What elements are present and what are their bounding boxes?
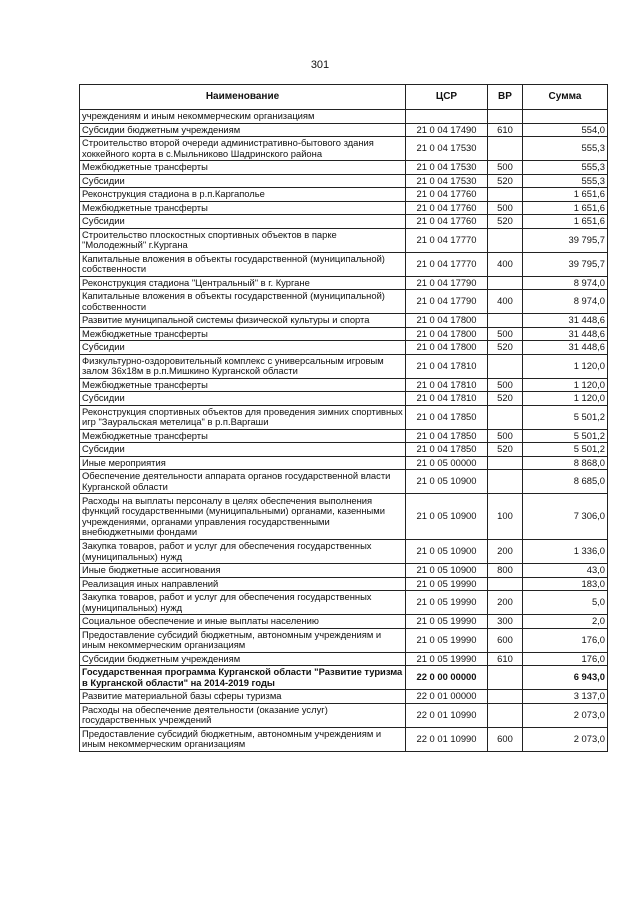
row-vr: 800: [488, 564, 523, 578]
row-csr: 21 0 05 19990: [406, 615, 488, 629]
row-name: Предоставление субсидий бюджетным, автономным учреждениям и иным некоммерческим организациям: [80, 727, 406, 751]
row-csr: 22 0 01 10990: [406, 703, 488, 727]
row-sum: 1 120,0: [523, 392, 608, 406]
row-name: Закупка товаров, работ и услуг для обеспечения государственных (муниципальных) нужд: [80, 540, 406, 564]
row-vr: [488, 577, 523, 591]
row-vr: [488, 110, 523, 124]
row-sum: 2,0: [523, 615, 608, 629]
row-csr: 21 0 04 17800: [406, 327, 488, 341]
row-sum: 176,0: [523, 628, 608, 652]
row-name: Расходы на выплаты персоналу в целях обеспечения выполнения функций государственными (муниципальными) органами, казенными учреждениями, органами управления государственными внебюджетными фондами: [80, 494, 406, 540]
table-row: [80, 470, 608, 494]
row-sum: 176,0: [523, 652, 608, 666]
table-row: [80, 666, 608, 690]
table-row: [80, 228, 608, 252]
row-vr: [488, 470, 523, 494]
row-vr: 610: [488, 123, 523, 137]
table-row: [80, 123, 608, 137]
table-row: [80, 615, 608, 629]
row-name: Обеспечение деятельности аппарата органов государственной власти Курганской области: [80, 470, 406, 494]
table-row: [80, 378, 608, 392]
row-csr: 21 0 04 17760: [406, 188, 488, 202]
row-vr: 520: [488, 215, 523, 229]
row-vr: 500: [488, 327, 523, 341]
row-vr: 500: [488, 378, 523, 392]
row-sum: 183,0: [523, 577, 608, 591]
row-vr: 610: [488, 652, 523, 666]
row-sum: 555,3: [523, 137, 608, 161]
row-name: Физкультурно-оздоровительный комплекс с универсальным игровым залом 36х18м в р.п.Мишкино Курганской области: [80, 354, 406, 378]
row-csr: [406, 110, 488, 124]
row-vr: 400: [488, 290, 523, 314]
row-sum: 43,0: [523, 564, 608, 578]
row-sum: 5 501,2: [523, 405, 608, 429]
row-csr: 21 0 04 17790: [406, 290, 488, 314]
table-row: [80, 727, 608, 751]
header-sum: Сумма: [523, 85, 608, 110]
row-vr: 520: [488, 392, 523, 406]
row-vr: [488, 456, 523, 470]
row-vr: 520: [488, 341, 523, 355]
row-name: Развитие муниципальной системы физической культуры и спорта: [80, 314, 406, 328]
row-csr: 21 0 05 10900: [406, 494, 488, 540]
row-csr: 21 0 04 17850: [406, 443, 488, 457]
row-sum: 555,3: [523, 174, 608, 188]
row-vr: 200: [488, 591, 523, 615]
row-name: Предоставление субсидий бюджетным, автономным учреждениям и иным некоммерческим организациям: [80, 628, 406, 652]
table-row: [80, 577, 608, 591]
row-csr: 21 0 04 17850: [406, 429, 488, 443]
row-csr: 21 0 05 00000: [406, 456, 488, 470]
table-row: [80, 110, 608, 124]
row-sum: 7 306,0: [523, 494, 608, 540]
budget-table: [79, 84, 608, 752]
row-sum: 554,0: [523, 123, 608, 137]
row-sum: 8 868,0: [523, 456, 608, 470]
table-row: [80, 443, 608, 457]
row-sum: 3 137,0: [523, 690, 608, 704]
row-sum: 39 795,7: [523, 228, 608, 252]
table-header-row: [80, 85, 608, 110]
row-csr: 21 0 04 17790: [406, 276, 488, 290]
row-csr: 21 0 04 17530: [406, 137, 488, 161]
row-sum: 1 336,0: [523, 540, 608, 564]
row-vr: [488, 228, 523, 252]
row-csr: 22 0 01 10990: [406, 727, 488, 751]
row-sum: 2 073,0: [523, 727, 608, 751]
row-name: Межбюджетные трансферты: [80, 429, 406, 443]
row-name: Межбюджетные трансферты: [80, 327, 406, 341]
table-row: [80, 591, 608, 615]
table-row: [80, 405, 608, 429]
row-csr: 22 0 00 00000: [406, 666, 488, 690]
row-vr: 600: [488, 628, 523, 652]
row-csr: 21 0 04 17760: [406, 201, 488, 215]
row-vr: 500: [488, 161, 523, 175]
row-vr: [488, 276, 523, 290]
row-name: Межбюджетные трансферты: [80, 201, 406, 215]
table-row: [80, 215, 608, 229]
row-name: Реконструкция стадиона "Центральный" в г. Кургане: [80, 276, 406, 290]
row-name: Иные мероприятия: [80, 456, 406, 470]
row-vr: [488, 137, 523, 161]
row-name: Закупка товаров, работ и услуг для обеспечения государственных (муниципальных) нужд: [80, 591, 406, 615]
row-sum: 1 120,0: [523, 378, 608, 392]
row-csr: 21 0 04 17770: [406, 252, 488, 276]
table-row: [80, 290, 608, 314]
header-vr: ВР: [488, 85, 523, 110]
table-row: [80, 174, 608, 188]
row-name: Социальное обеспечение и иные выплаты населению: [80, 615, 406, 629]
row-csr: 21 0 04 17490: [406, 123, 488, 137]
row-vr: 520: [488, 443, 523, 457]
row-sum: 1 651,6: [523, 188, 608, 202]
row-name: Межбюджетные трансферты: [80, 161, 406, 175]
row-csr: 21 0 04 17850: [406, 405, 488, 429]
row-vr: [488, 666, 523, 690]
row-name: Расходы на обеспечение деятельности (оказание услуг) государственных учреждений: [80, 703, 406, 727]
row-name: Субсидии: [80, 443, 406, 457]
row-sum: [523, 110, 608, 124]
table-row: [80, 703, 608, 727]
row-vr: 520: [488, 174, 523, 188]
row-sum: 31 448,6: [523, 341, 608, 355]
row-name: Капитальные вложения в объекты государственной (муниципальной) собственности: [80, 290, 406, 314]
row-csr: 21 0 04 17810: [406, 378, 488, 392]
row-name: Строительство плоскостных спортивных объектов в парке "Молодежный" г.Кургана: [80, 228, 406, 252]
row-sum: 1 651,6: [523, 201, 608, 215]
table-row: [80, 354, 608, 378]
row-sum: 8 974,0: [523, 276, 608, 290]
header-name: Наименование: [80, 85, 406, 110]
row-csr: 21 0 04 17800: [406, 314, 488, 328]
row-name: Иные бюджетные ассигнования: [80, 564, 406, 578]
row-name: Реконструкция стадиона в р.п.Каргаполье: [80, 188, 406, 202]
row-csr: 21 0 05 19990: [406, 628, 488, 652]
table-row: [80, 314, 608, 328]
row-name: Субсидии: [80, 174, 406, 188]
row-name: Развитие материальной базы сферы туризма: [80, 690, 406, 704]
table-row: [80, 628, 608, 652]
row-sum: 1 651,6: [523, 215, 608, 229]
row-csr: 21 0 04 17810: [406, 392, 488, 406]
row-vr: 600: [488, 727, 523, 751]
row-name: Межбюджетные трансферты: [80, 378, 406, 392]
table-row: [80, 276, 608, 290]
row-csr: 22 0 01 00000: [406, 690, 488, 704]
row-csr: 21 0 05 10900: [406, 540, 488, 564]
row-sum: 6 943,0: [523, 666, 608, 690]
table-row: [80, 137, 608, 161]
row-vr: [488, 405, 523, 429]
row-sum: 8 685,0: [523, 470, 608, 494]
row-csr: 21 0 04 17530: [406, 161, 488, 175]
row-vr: 300: [488, 615, 523, 629]
row-csr: 21 0 04 17800: [406, 341, 488, 355]
row-csr: 21 0 05 10900: [406, 564, 488, 578]
header-csr: ЦСР: [406, 85, 488, 110]
row-name: Строительство второй очереди административно-бытового здания хоккейного корта в с.Мыльниково Шадринского района: [80, 137, 406, 161]
row-sum: 31 448,6: [523, 314, 608, 328]
row-sum: 5,0: [523, 591, 608, 615]
row-vr: 500: [488, 429, 523, 443]
table-row: [80, 456, 608, 470]
row-csr: 21 0 05 19990: [406, 577, 488, 591]
row-sum: 555,3: [523, 161, 608, 175]
row-sum: 31 448,6: [523, 327, 608, 341]
table-row: [80, 494, 608, 540]
row-name: Субсидии: [80, 341, 406, 355]
row-vr: [488, 314, 523, 328]
row-name: Субсидии бюджетным учреждениям: [80, 123, 406, 137]
row-csr: 21 0 04 17810: [406, 354, 488, 378]
table-row: [80, 564, 608, 578]
row-vr: 400: [488, 252, 523, 276]
row-vr: 200: [488, 540, 523, 564]
table-row: [80, 252, 608, 276]
row-sum: 5 501,2: [523, 429, 608, 443]
row-vr: 500: [488, 201, 523, 215]
table-row: [80, 392, 608, 406]
table-row: [80, 690, 608, 704]
row-vr: 100: [488, 494, 523, 540]
row-name: Субсидии бюджетным учреждениям: [80, 652, 406, 666]
row-vr: [488, 703, 523, 727]
table-row: [80, 652, 608, 666]
table-row: [80, 161, 608, 175]
table-row: [80, 429, 608, 443]
table-row: [80, 341, 608, 355]
row-csr: 21 0 05 19990: [406, 591, 488, 615]
row-name: Субсидии: [80, 215, 406, 229]
row-sum: 2 073,0: [523, 703, 608, 727]
row-name: Реализация иных направлений: [80, 577, 406, 591]
row-csr: 21 0 05 10900: [406, 470, 488, 494]
row-sum: 5 501,2: [523, 443, 608, 457]
row-name: Реконструкция спортивных объектов для проведения зимних спортивных игр "Зауральская метелица" в р.п.Варгаши: [80, 405, 406, 429]
table-row: [80, 201, 608, 215]
row-name: учреждениям и иным некоммерческим организациям: [80, 110, 406, 124]
row-name: Субсидии: [80, 392, 406, 406]
table-row: [80, 327, 608, 341]
row-sum: 8 974,0: [523, 290, 608, 314]
row-sum: 39 795,7: [523, 252, 608, 276]
row-csr: 21 0 04 17760: [406, 215, 488, 229]
row-csr: 21 0 04 17530: [406, 174, 488, 188]
row-sum: 1 120,0: [523, 354, 608, 378]
row-vr: [488, 188, 523, 202]
row-csr: 21 0 04 17770: [406, 228, 488, 252]
row-name: Государственная программа Курганской области "Развитие туризма в Курганской области" на 2014-2019 годы: [80, 666, 406, 690]
row-vr: [488, 690, 523, 704]
table-body: [80, 110, 608, 752]
page-number: 301: [310, 59, 330, 71]
table-row: [80, 188, 608, 202]
row-csr: 21 0 05 19990: [406, 652, 488, 666]
row-vr: [488, 354, 523, 378]
table-row: [80, 540, 608, 564]
row-name: Капитальные вложения в объекты государственной (муниципальной) собственности: [80, 252, 406, 276]
